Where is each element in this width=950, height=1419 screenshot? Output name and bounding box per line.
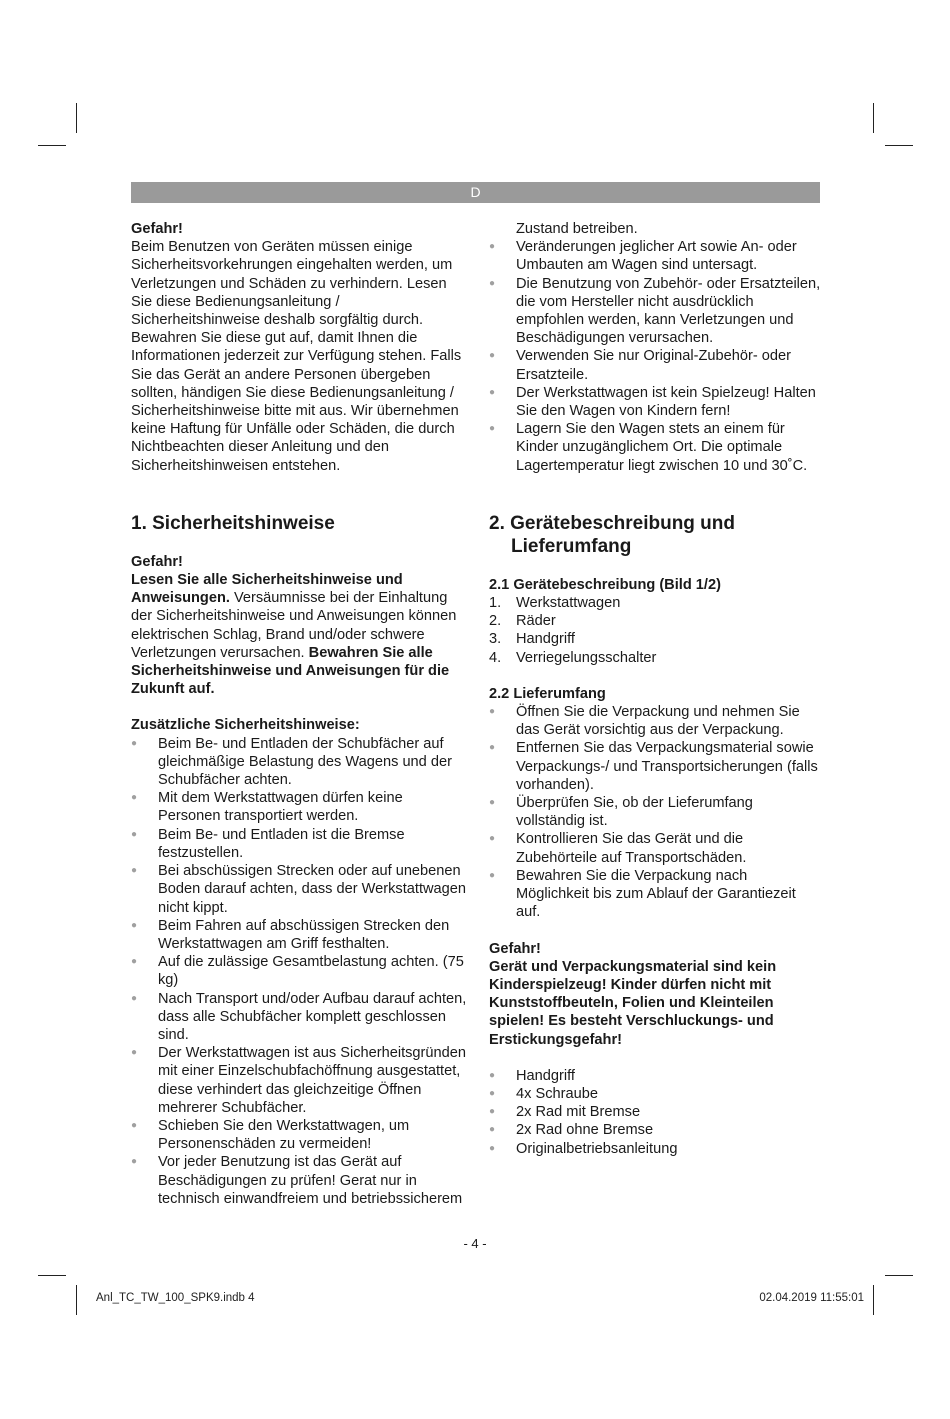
delivery-steps-list [489,703,822,921]
part-label: Werkstattwagen [516,595,621,612]
footer-timestamp: 02.04.2019 11:55:01 [759,1292,864,1304]
part-number: 1. [489,595,502,612]
danger-paragraph [131,571,469,698]
language-header-bar [131,182,820,203]
crop-mark [873,1285,874,1315]
list-item: ● Mit dem Werkstattwagen dürfen keine Personen transportiert werden. [131,789,469,825]
section-2-title [489,512,822,558]
list-item: ● 2x Rad mit Bremse [489,1103,822,1121]
list-item: ● Originalbetriebsanleitung [489,1140,822,1158]
right-column [489,220,822,1158]
list-item: ● Beim Be- und Entladen der Schubfächer auf gleichmäßige Belastung des Wagens und der Schubfächer achten. [131,735,469,790]
subsection-2-1-title: 2.1 Gerätebeschreibung (Bild 1/2) [489,576,721,593]
danger-bold-2: Bewahren Sie alle Sicherheitshinweise und Anweisungen für die Zukunft auf. [131,644,450,698]
crop-mark [885,145,913,146]
section-1-title: 1. Sicherheitshinweise [131,512,335,534]
danger-bold-1: Lesen Sie alle Sicherheitshinweise und Anweisungen. [131,572,403,607]
part-label: Räder [516,613,556,630]
part-label: Handgriff [516,631,575,648]
left-column [131,220,469,1208]
parts-list [489,594,822,667]
additional-safety-heading: Zusätzliche Sicherheitshinweise: [131,717,360,734]
list-item [489,594,822,612]
list-item: ● Kontrollieren Sie das Gerät und die Zubehörteile auf Transportschäden. [489,830,822,866]
crop-mark [885,1275,913,1276]
danger-heading: Gefahr! [131,553,183,570]
list-item: ● Beim Fahren auf abschüssigen Strecken den Werkstattwagen am Griff festhalten. [131,917,469,953]
list-item: ● Bei abschüssigen Strecken oder auf unebenen Boden darauf achten, dass der Werkstattwagen nicht kippt. [131,862,469,917]
continued-text: Zustand betreiben. [516,221,638,237]
danger-text: Versäumnisse bei der Einhaltung der Sicherheitshinweise und Anweisungen können elektrischen Schlag, Brand und/oder schwere Verletzungen verursachen. [131,590,457,661]
list-item [489,612,822,630]
list-item: ● Veränderungen jeglicher Art sowie An- oder Umbauten am Wagen sind untersagt. [489,238,822,274]
warning-heading: Gefahr! [489,940,541,957]
list-item: ● Bewahren Sie die Verpackung nach Möglichkeit bis zum Ablauf der Garantiezeit auf. [489,867,822,922]
list-item: ● Beim Be- und Entladen ist die Bremse festzustellen. [131,826,469,862]
subsection-2-2-title: 2.2 Lieferumfang [489,685,606,702]
list-item: ● Lagern Sie den Wagen stets an einem für Kinder unzugänglichem Ort. Die optimale Lagertemperatur liegt zwischen 10 und 30˚C. [489,420,822,475]
crop-mark [873,103,874,133]
list-item: ● Schieben Sie den Werkstattwagen, um Personenschäden zu vermeiden! [131,1117,469,1153]
list-item: ● Der Werkstattwagen ist kein Spielzeug! Halten Sie den Wagen von Kindern fern! [489,384,822,420]
list-item: ● Verwenden Sie nur Original-Zubehör- oder Ersatzteile. [489,347,822,383]
part-number: 2. [489,613,502,630]
list-item: ● Überprüfen Sie, ob der Lieferumfang vollständig ist. [489,794,822,830]
crop-mark [76,1285,77,1315]
section-2-title-text: 2. Gerätebeschreibung und Lieferumfang [489,512,735,557]
continued-safety-list [489,238,822,475]
list-item [489,649,822,667]
list-item [489,630,822,648]
crop-mark [38,145,66,146]
list-item: ● 4x Schraube [489,1085,822,1103]
contents-list [489,1067,822,1158]
additional-safety-list [131,735,469,1208]
list-item: ● Öffnen Sie die Verpackung und nehmen Sie das Gerät vorsichtig aus der Verpackung. [489,703,822,739]
page-number: - 4 - [463,1236,487,1251]
part-label: Verriegelungsschalter [516,649,657,666]
list-item: ● Der Werkstattwagen ist aus Sicherheitsgründen mit einer Einzelschubfachöffnung ausgestattet, diese verhindert das gleichzeitige Öffnen mehrerer Schubfächer. [131,1044,469,1117]
part-number: 3. [489,631,502,648]
footer-file-name: Anl_TC_TW_100_SPK9.indb 4 [96,1292,255,1304]
list-item: ● Entfernen Sie das Verpackungsmaterial sowie Verpackungs-/ und Transportsicherungen (falls vorhanden). [489,739,822,794]
warning-text: Gerät und Verpackungsmaterial sind kein Kinderspielzeug! Kinder dürfen nicht mit Kunststoffbeuteln, Folien und Kleinteilen spielen! Es besteht Verschluckungs- und Erstickungsgefahr! [489,958,777,1048]
crop-mark [38,1275,66,1276]
part-number: 4. [489,649,502,666]
language-tab-label: D [470,184,481,200]
list-item: ● Nach Transport und/oder Aufbau darauf achten, dass alle Schubfächer komplett geschlossen sind. [131,990,469,1045]
list-item: ● Auf die zulässige Gesamtbelastung achten. (75 kg) [131,953,469,989]
list-item: ● Handgriff [489,1067,822,1085]
intro-heading: Gefahr! [131,221,183,237]
crop-mark [76,103,77,133]
intro-text: Beim Benutzen von Geräten müssen einige Sicherheitsvorkehrungen eingehalten werden, um Verletzungen und Schäden zu verhindern. Lesen Sie diese Bedienungsanleitung / Sicherheitshinweise deshalb sorgfältig durch. Bewahren Sie diese gut auf, damit Ihnen die Informationen jederzeit zur Verfügung stehen. Falls Sie das Gerät an andere Personen übergeben sollten, händigen Sie diese Bedienungsanleitung / Sicherheitshinweise bitte mit aus. Wir übernehmen keine Haftung für Unfälle oder Schäden, die durch Nichtbeachten dieser Anleitung und den Sicherheitshinweisen entstehen. [131,239,462,474]
list-item: ● Vor jeder Benutzung ist das Gerät auf Beschädigungen zu prüfen! Gerat nur in technisch einwandfreiem und betriebssicherem [131,1153,469,1208]
list-item: ● 2x Rad ohne Bremse [489,1121,822,1139]
list-item: ● Die Benutzung von Zubehör- oder Ersatzteilen, die vom Hersteller nicht ausdrücklich empfohlen werden, kann Verletzungen und Beschädigungen verursachen. [489,275,822,348]
